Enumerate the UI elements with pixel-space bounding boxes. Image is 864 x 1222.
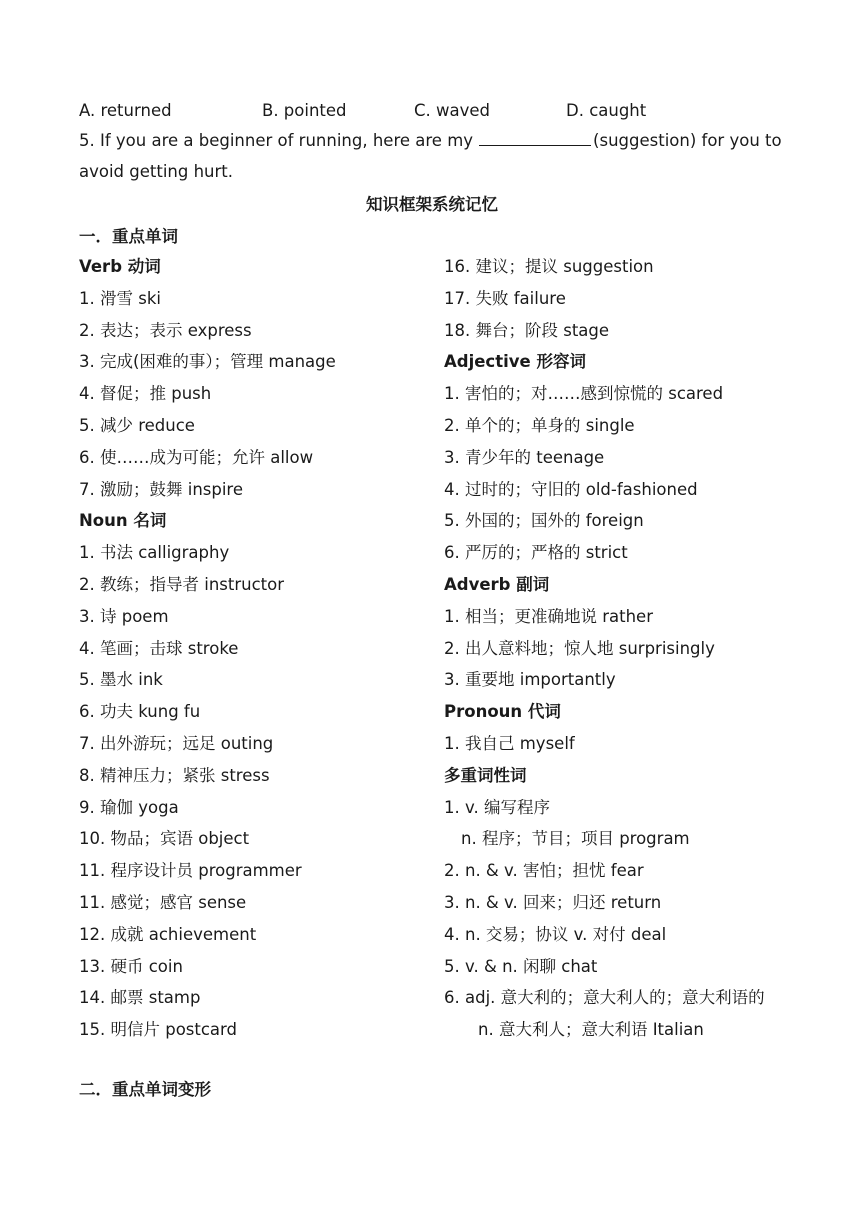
vocab-item: 5. v. & n. 闲聊 chat (444, 956, 598, 976)
vocab-item: n. 意大利人；意大利语 Italian (478, 1020, 704, 1040)
category-heading: 多重词性词 (444, 765, 527, 785)
vocab-item: 3. 青少年的 teenage (444, 447, 605, 467)
vocab-item: 15. 明信片 postcard (79, 1020, 238, 1040)
vocab-item: 1. 我自己 myself (444, 733, 575, 753)
vocab-item: 5. 减少 reduce (79, 415, 195, 435)
vocab-item: 14. 邮票 stamp (79, 988, 201, 1008)
vocab-item: 6. adj. 意大利的；意大利人的；意大利语的 (444, 988, 765, 1008)
vocab-item: 1. 滑雪 ski (79, 288, 161, 308)
vocab-item: 16. 建议；提议 suggestion (444, 257, 654, 276)
vocab-item: 6. 严厉的；严格的 strict (444, 543, 628, 563)
vocab-item: 2. 表达；表示 express (79, 320, 252, 340)
vocab-item: 4. 督促；推 push (79, 384, 212, 404)
vocab-item: 2. 出人意料地；惊人地 surprisingly (444, 638, 715, 658)
vocab-item: 6. 功夫 kung fu (79, 702, 201, 722)
vocab-item: 3. 诗 poem (79, 606, 169, 626)
vocab-item: 1. v. 编写程序 (444, 797, 550, 817)
vocab-item: 2. 单个的；单身的 single (444, 415, 635, 435)
category-heading: Verb 动词 (79, 257, 161, 276)
vocab-item: 12. 成就 achievement (79, 924, 257, 944)
category-heading: Adverb 副词 (444, 574, 550, 594)
vocab-item: 4. 笔画；击球 stroke (79, 638, 239, 658)
vocab-item: 1. 害怕的；对……感到惊慌的 scared (444, 384, 724, 404)
category-heading: Noun 名词 (79, 511, 167, 531)
vocab-item: 11. 感觉；感官 sense (79, 892, 247, 912)
category-heading: Adjective 形容词 (444, 352, 586, 372)
option-a: A. returned (79, 101, 172, 120)
vocab-item: 11. 程序设计员 programmer (79, 861, 302, 881)
page-title: 知识框架系统记忆 (366, 195, 498, 214)
vocab-item: 13. 硬币 coin (79, 956, 183, 976)
section-1-title: 一．重点单词 (79, 227, 178, 246)
right-vocab-column (444, 255, 824, 1050)
question-5-text-start: 5. If you are a beginner of running, here are my (79, 131, 474, 150)
vocab-item: 1. 书法 calligraphy (79, 543, 230, 563)
vocab-item: 3. 重要地 importantly (444, 670, 616, 690)
vocab-item: 4. 过时的；守旧的 old-fashioned (444, 479, 698, 499)
category-heading: Pronoun 代词 (444, 702, 561, 722)
option-b: B. pointed (262, 101, 347, 120)
vocab-item: 7. 激励；鼓舞 inspire (79, 479, 244, 499)
vocab-item: 8. 精神压力；紧张 stress (79, 765, 270, 785)
vocab-item: 2. 教练；指导者 instructor (79, 574, 285, 594)
answer-blank (479, 131, 591, 146)
vocab-item: 4. n. 交易；协议 v. 对付 deal (444, 924, 667, 944)
vocab-item: 3. n. & v. 回来；归还 return (444, 892, 662, 912)
section-2-title: 二．重点单词变形 (79, 1080, 211, 1099)
option-c: C. waved (414, 101, 491, 120)
vocab-item: 6. 使……成为可能；允许 allow (79, 447, 314, 467)
vocab-item: 5. 外国的；国外的 foreign (444, 511, 644, 531)
vocab-item: 18. 舞台；阶段 stage (444, 320, 610, 340)
vocab-item: 5. 墨水 ink (79, 670, 163, 690)
vocab-item: 1. 相当；更准确地说 rather (444, 606, 653, 626)
option-d: D. caught (566, 101, 647, 120)
question-5-continued: avoid getting hurt. (79, 162, 234, 181)
vocab-item: 10. 物品；宾语 object (79, 829, 250, 849)
left-vocab-column (79, 255, 429, 1050)
vocab-item: 17. 失败 failure (444, 288, 566, 308)
question-5 (79, 131, 782, 150)
vocab-item: 9. 瑜伽 yoga (79, 797, 179, 817)
vocab-item: 7. 出外游玩；远足 outing (79, 733, 274, 753)
vocab-item: 2. n. & v. 害怕；担忧 fear (444, 861, 644, 881)
vocab-item: 3. 完成(困难的事）；管理 manage (79, 352, 336, 372)
vocab-item: n. 程序；节目；项目 program (461, 829, 690, 849)
question-5-text-end: (suggestion) for you to (593, 131, 782, 150)
answer-options (79, 101, 799, 125)
